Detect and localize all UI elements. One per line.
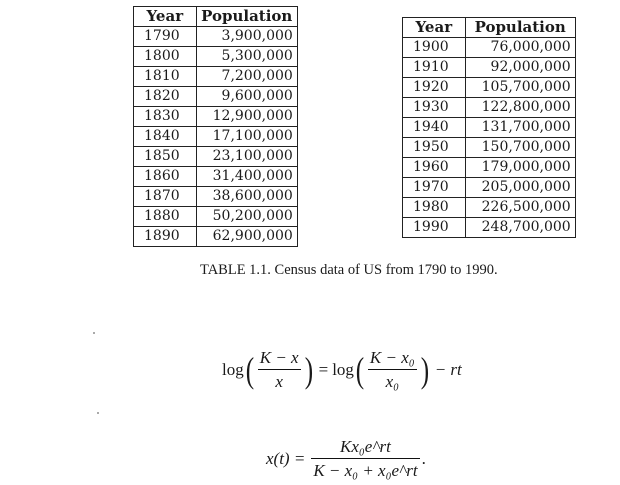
year-cell: 1890 <box>134 227 197 247</box>
equals-sign: = <box>318 360 329 379</box>
population-cell: 150,700,000 <box>465 138 575 158</box>
table-row <box>403 118 576 138</box>
year-cell: 1840 <box>134 127 197 147</box>
table-row <box>134 87 298 107</box>
table-row <box>134 47 298 67</box>
table-row <box>134 167 298 187</box>
year-cell: 1800 <box>134 47 197 67</box>
population-cell: 17,100,000 <box>196 127 297 147</box>
year-cell: 1830 <box>134 107 197 127</box>
right-paren: ) <box>420 350 429 390</box>
year-cell: 1860 <box>134 167 197 187</box>
left-paren: ( <box>355 350 365 390</box>
table-row <box>134 147 298 167</box>
logistic-solution-equation <box>266 437 426 481</box>
census-table-1790-1890 <box>133 6 298 247</box>
rhs-fraction <box>368 348 417 392</box>
col-header-population: Population <box>196 7 297 27</box>
population-cell: 105,700,000 <box>465 78 575 98</box>
population-cell: 62,900,000 <box>196 227 297 247</box>
year-cell: 1790 <box>134 27 197 47</box>
population-cell: 38,600,000 <box>196 187 297 207</box>
population-cell: 205,000,000 <box>465 178 575 198</box>
log-operator: log <box>222 360 244 379</box>
table-row <box>134 127 298 147</box>
lhs-numerator: K − x <box>258 348 301 370</box>
year-cell: 1820 <box>134 87 197 107</box>
table-row <box>134 107 298 127</box>
population-cell: 31,400,000 <box>196 167 297 187</box>
rhs-denominator: x₀ <box>385 372 400 391</box>
population-cell: 23,100,000 <box>196 147 297 167</box>
population-cell: 76,000,000 <box>465 38 575 58</box>
table-row <box>403 38 576 58</box>
table-row <box>403 138 576 158</box>
solution-lhs: x(t) = <box>266 449 306 468</box>
year-cell: 1930 <box>403 98 466 118</box>
population-cell: 131,700,000 <box>465 118 575 138</box>
population-cell: 50,200,000 <box>196 207 297 227</box>
log-operator: log <box>332 360 354 379</box>
population-cell: 92,000,000 <box>465 58 575 78</box>
col-header-year: Year <box>134 7 197 27</box>
population-cell: 179,000,000 <box>465 158 575 178</box>
year-cell: 1900 <box>403 38 466 58</box>
year-cell: 1920 <box>403 78 466 98</box>
population-cell: 248,700,000 <box>465 218 575 238</box>
left-paren: ( <box>245 350 254 390</box>
population-cell: 5,300,000 <box>196 47 297 67</box>
table-row <box>134 67 298 87</box>
table-row <box>403 98 576 118</box>
population-cell: 7,200,000 <box>196 67 297 87</box>
solution-numerator: Kx₀e^rt <box>311 437 419 459</box>
col-header-population: Population <box>465 18 575 38</box>
year-cell: 1990 <box>403 218 466 238</box>
census-table-1900-1990 <box>402 17 576 238</box>
population-cell: 226,500,000 <box>465 198 575 218</box>
table-row <box>403 218 576 238</box>
population-cell: 3,900,000 <box>196 27 297 47</box>
year-cell: 1880 <box>134 207 197 227</box>
solution-denominator: K − x₀ + x₀e^rt <box>313 461 418 480</box>
year-cell: 1910 <box>403 58 466 78</box>
table-row <box>403 78 576 98</box>
col-header-year: Year <box>403 18 466 38</box>
logistic-log-equation <box>222 348 462 392</box>
table-row <box>403 198 576 218</box>
table-row <box>134 27 298 47</box>
table-row <box>134 227 298 247</box>
stray-mark <box>93 332 95 334</box>
table-row <box>134 187 298 207</box>
rhs-numerator: K − x₀ <box>368 348 417 370</box>
table-row <box>403 158 576 178</box>
solution-fraction <box>311 437 419 481</box>
right-paren: ) <box>304 350 313 390</box>
period: . <box>421 449 426 468</box>
year-cell: 1980 <box>403 198 466 218</box>
population-cell: 12,900,000 <box>196 107 297 127</box>
year-cell: 1870 <box>134 187 197 207</box>
lhs-denominator: x <box>275 372 283 391</box>
year-cell: 1810 <box>134 67 197 87</box>
year-cell: 1960 <box>403 158 466 178</box>
table-row <box>134 207 298 227</box>
year-cell: 1940 <box>403 118 466 138</box>
table-caption: TABLE 1.1. Census data of US from 1790 to 1990. <box>200 262 498 278</box>
population-cell: 9,600,000 <box>196 87 297 107</box>
table-row <box>403 178 576 198</box>
year-cell: 1850 <box>134 147 197 167</box>
year-cell: 1970 <box>403 178 466 198</box>
lhs-fraction <box>258 348 301 392</box>
population-cell: 122,800,000 <box>465 98 575 118</box>
year-cell: 1950 <box>403 138 466 158</box>
table-row <box>403 58 576 78</box>
stray-mark <box>97 412 99 414</box>
rate-term: − rt <box>434 360 462 379</box>
